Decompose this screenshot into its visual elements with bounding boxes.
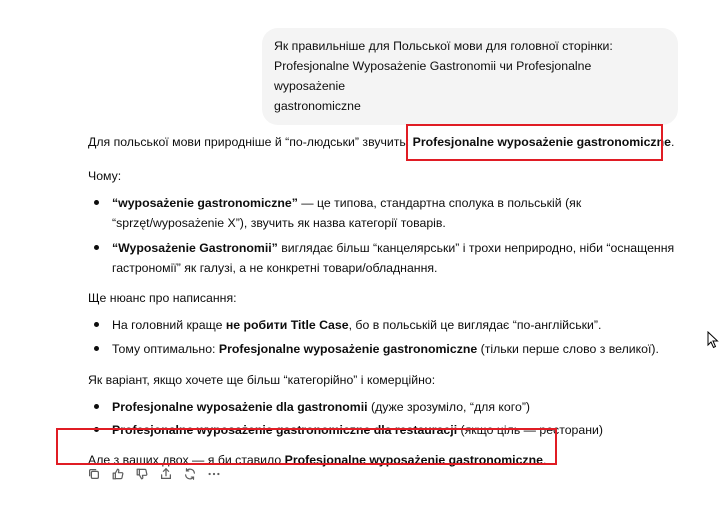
intro-prefix: Для польської мови природніше й “по-людськи” звучить: xyxy=(88,135,413,149)
nuance-label: Ще нюанс про написання: xyxy=(88,291,237,305)
list-item xyxy=(88,339,678,359)
intro-suffix: . xyxy=(670,135,675,149)
nuance-prefix: На головний краще xyxy=(112,318,226,332)
final-suffix: . xyxy=(542,453,547,467)
reasons-list xyxy=(88,193,678,278)
variants-list xyxy=(88,397,678,440)
variant-bold: Profesjonalne wyposażenie dla gastronomii xyxy=(112,400,368,414)
user-message-line: gastronomiczne xyxy=(274,99,361,113)
final-prefix: Але з ваших двох — я би ставило xyxy=(88,453,285,467)
intro-bold: Profesjonalne wyposażenie gastronomiczne xyxy=(412,135,671,149)
message-actions xyxy=(86,466,222,482)
variant-text: (дуже зрозуміло, “для кого”) xyxy=(367,400,531,414)
nuance-text: , бо в польській це виглядає “по-англійськи”. xyxy=(348,318,602,332)
list-item xyxy=(88,315,678,335)
nuance-prefix: Тому оптимально: xyxy=(112,342,219,356)
nuance-bold: Profesjonalne wyposażenie gastronomiczne xyxy=(218,342,478,356)
reason-text: виглядає більш “канцелярськи” і трохи неприродно, ніби “оснащення гастрономії” як галузі, а не конкретні товари/обладнання. xyxy=(112,241,675,275)
variant-label: Як варіант, якщо хочете ще більш “категорійно” і комерційно: xyxy=(88,373,436,387)
reason-text: — це типова, стандартна сполука в польській (як “sprzęt/wyposażenie X”), звучить як назва категорії товарів. xyxy=(112,196,582,230)
reason-bold: “wyposażenie gastronomiczne” xyxy=(112,196,298,210)
answer-intro xyxy=(88,132,678,152)
mouse-cursor-icon xyxy=(707,331,719,349)
user-message-line: Як правильніше для Польської мови для головної сторінки: xyxy=(274,39,613,53)
assistant-answer xyxy=(88,132,678,470)
final-bold: Profesjonalne wyposażenie gastronomiczne xyxy=(284,453,543,467)
user-message-line: Profesjonalne Wyposażenie Gastronomii чи Profesjonalne wyposażenie xyxy=(274,59,592,93)
thumbs-up-icon[interactable] xyxy=(110,466,126,482)
nuance-text: (тільки перше слово з великої). xyxy=(477,342,659,356)
variant-bold: Profesjonalne wyposażenie gastronomiczne dla restauracji xyxy=(112,423,458,437)
reason-bold: “Wyposażenie Gastronomii” xyxy=(112,241,278,255)
list-item xyxy=(88,420,678,440)
nuance-bold: не робити Title Case xyxy=(225,318,349,332)
variant-text: (якщо ціль — ресторани) xyxy=(457,423,603,437)
why-label: Чому: xyxy=(88,169,122,183)
list-item xyxy=(88,397,678,417)
more-icon[interactable] xyxy=(206,466,222,482)
regenerate-icon[interactable] xyxy=(182,466,198,482)
list-item xyxy=(88,193,678,233)
nuances-list xyxy=(88,315,678,359)
copy-icon[interactable] xyxy=(86,466,102,482)
thumbs-down-icon[interactable] xyxy=(134,466,150,482)
list-item xyxy=(88,238,678,278)
user-message-bubble xyxy=(262,28,678,125)
share-icon[interactable] xyxy=(158,466,174,482)
